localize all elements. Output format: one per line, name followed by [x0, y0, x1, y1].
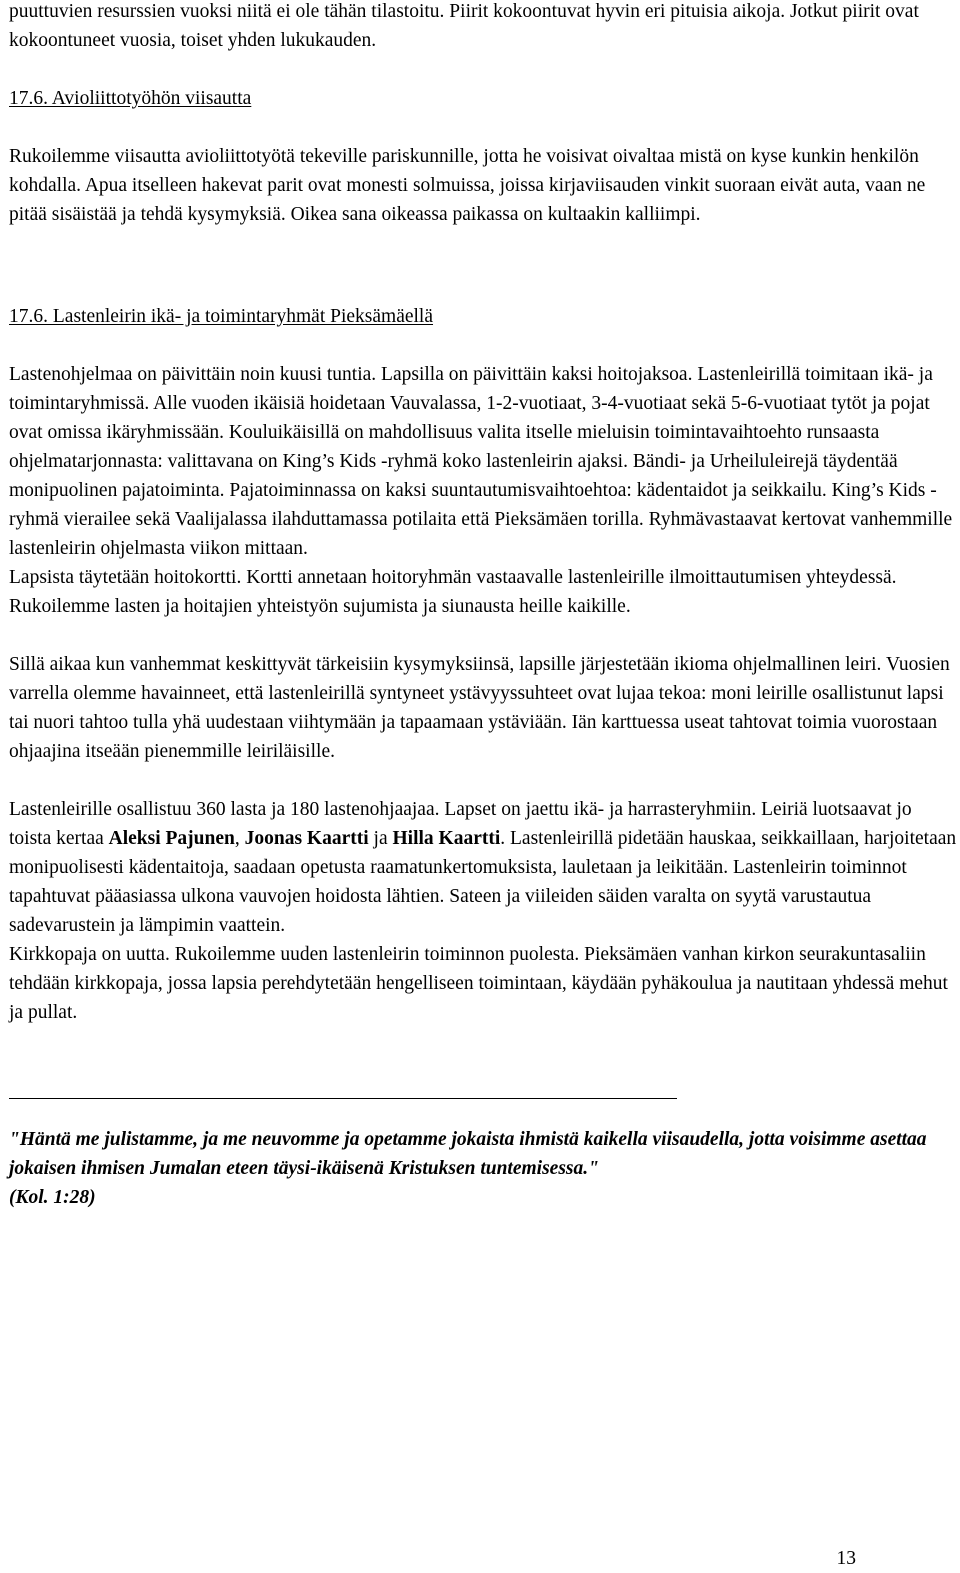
- intro-paragraph: puuttuvien resurssien vuoksi niitä ei ole tähän tilastoitu. Piirit kokoontuvat hyvin eri pituisia aikoja. Jotkut piirit ovat kokoontuneet vuosia, toiset yhden lukukauden.: [9, 1, 919, 51]
- children-camp-paragraph-2: Lapsista täytetään hoitokortti. Kortti annetaan hoitoryhmän vastaavalle lastenleirille ilmoittautumisen yhteydessä. Rukoilemme lasten ja hoitajien yhteistyön sujumista ja siunausta heille kaikille.: [9, 567, 897, 617]
- bible-quote: "Häntä me julistamme, ja me neuvomme ja opetamme jokaista ihmistä kaikella viisaudella, jotta voisimme asettaa jokaisen ihmisen Jumalan eteen täysi-ikäisenä Kristuksen tuntemisessa.": [9, 1129, 927, 1179]
- spacer: [9, 766, 957, 795]
- document-page: [9, 0, 957, 1212]
- paragraph-text: . Lastenleirillä pidetään hauskaa, seikkaillaan, harjoitetaan monipuolisesti kädentaitoja, saadaan opetusta raamatunkertomuksista, lauletaan ja leikitään. Lastenleirin toiminnot tapahtuvat pääasiassa ulkona vauvojen hoidosta lähtien. Sateen ja viileiden säiden varalta on syytä varustautua sadevarustein ja lämpimin vaattein.: [9, 828, 957, 936]
- spacer: [9, 621, 957, 650]
- bible-reference: (Kol. 1:28): [9, 1187, 96, 1208]
- spacer: [9, 113, 957, 142]
- section-heading-children-camp: 17.6. Lastenleirin ikä- ja toimintaryhmät Pieksämäellä: [9, 306, 434, 327]
- footnote-divider: [9, 1098, 677, 1099]
- children-camp-paragraph-4: [9, 795, 957, 940]
- spacer: [9, 1027, 957, 1098]
- leader-name: Hilla Kaartti: [392, 828, 501, 849]
- leader-name: Aleksi Pajunen: [108, 828, 235, 849]
- page-number: 13: [836, 1548, 856, 1569]
- children-camp-paragraph-1: Lastenohjelmaa on päivittäin noin kuusi tuntia. Lapsilla on päivittäin kaksi hoitojaksoa. Lastenleirillä toimitaan ikä- ja toimintaryhmissä. Alle vuoden ikäisiä hoidetaan Vauvalassa, 1-2-vuotiaat, 3-4-vuotiaat sekä 5-6-vuotiaat tytöt ja pojat ovat omissa ikäryhmissään. Kouluikäisillä on mahdollisuus valita itselle mieluisin toimintavaihtoehto runsaasta ohjelmatarjonnasta: valittavana on King’s Kids -ryhmä koko lastenleirin ajaksi. Bändi- ja Urheiluleirejä täydentää monipuolinen pajatoiminta. Pajatoiminnassa on kaksi suuntautumisvaihtoehtoa: kädentaidot ja seikkailu. King’s Kids -ryhmä vierailee sekä Vaalijalassa ilahduttamassa potilaita että Pieksämäen torilla. Ryhmävastaavat kertovat vanhemmille lastenleirin ohjelmasta viikon mittaan.: [9, 364, 953, 559]
- paragraph-text: Lastenleirille osallistuu 360 lasta ja 180 lastenohjaajaa. Lapset on jaettu ikä- ja harrasteryhmiin. Leiriä luotsaavat jo toista kertaa: [9, 799, 912, 849]
- spacer: [9, 331, 957, 360]
- section-heading-marriage: 17.6. Avioliittotyöhön viisautta: [9, 88, 252, 109]
- spacer: [9, 229, 957, 302]
- separator: ,: [234, 828, 245, 849]
- leader-name: Joonas Kaartti: [244, 828, 369, 849]
- children-camp-paragraph-3: Sillä aikaa kun vanhemmat keskittyvät tärkeisiin kysymyksiinsä, lapsille järjestetään ikioma ohjelmallinen leiri. Vuosien varrella olemme havainneet, että lastenleirillä syntyneet ystävyyssuhteet ovat lujaa tekoa: moni leirille osallistunut lapsi tai nuori tahtoo tulla yhä uudestaan viihtymään ja tapaamaan ystäviään. Iän karttuessa useat tahtovat toimia vuorostaan ohjaajina itseään pienemmille leiriläisille.: [9, 654, 950, 762]
- children-camp-paragraph-5: Kirkkopaja on uutta. Rukoilemme uuden lastenleirin toiminnon puolesta. Pieksämäen vanhan kirkon seurakuntasaliin tehdään kirkkopaja, jossa lapsia perehdytetään hengelliseen toimintaan, käydään pyhäkoulua ja nautitaan yhdessä mehut ja pullat.: [9, 944, 948, 1023]
- spacer: [9, 55, 957, 84]
- separator: ja: [368, 828, 393, 849]
- section-body-marriage: Rukoilemme viisautta avioliittotyötä tekeville pariskunnille, jotta he voisivat oivaltaa mistä on kyse kunkin henkilön kohdalla. Apua itselleen hakevat parit ovat monesti solmuissa, joissa kirjaviisauden vinkit suoraan eivät auta, vaan ne pitää sisäistää ja tehdä kysymyksiä. Oikea sana oikeassa paikassa on kultaakin kalliimpi.: [9, 146, 926, 225]
